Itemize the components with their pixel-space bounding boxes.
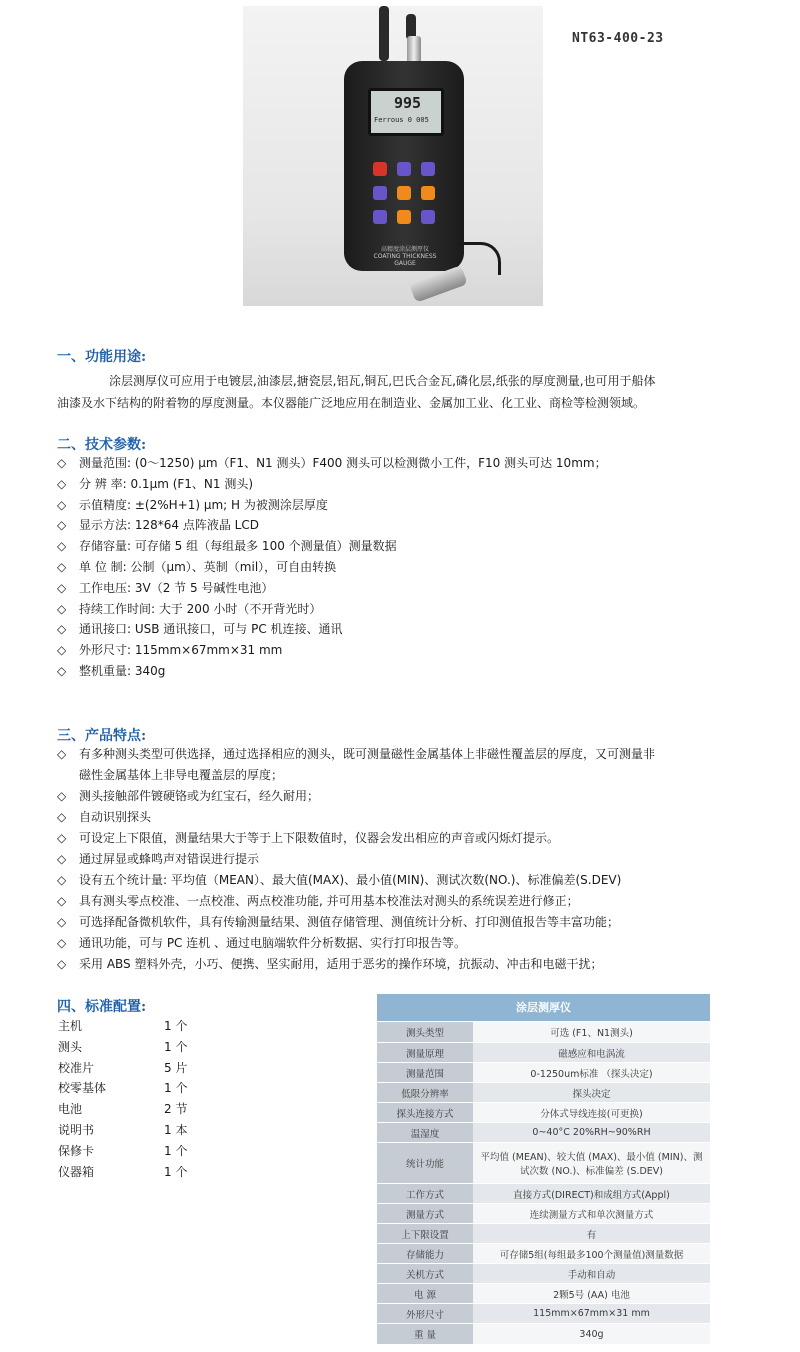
config-row [58,1141,258,1162]
config-name: 校零基体 [58,1081,107,1096]
config-row [58,1058,258,1079]
param-item [57,536,749,557]
lcd-reading: 995 [394,94,422,112]
diamond-icon: ◇ [57,476,67,491]
probe-wire [458,242,501,275]
spec-key: 外形尺寸 [377,1304,473,1323]
spec-row [377,1303,710,1323]
spec-row [377,1263,710,1283]
probe-cable [379,6,389,61]
param-text: 分 辨 率: 0.1μm (F1、N1 测头) [79,476,254,491]
config-name: 仪器箱 [58,1164,95,1179]
function-line-1: 涂层测厚仪可应用于电镀层,油漆层,搪瓷层,铝瓦,铜瓦,巴氏合金瓦,磷化层,纸张的厚度测量,也可用于船体 [109,374,656,388]
spec-row [377,1203,710,1223]
key-9 [421,210,435,224]
param-text: 整机重量: 340g [79,663,166,678]
power-key [373,162,387,176]
diamond-icon: ◇ [57,894,67,908]
param-text: 示值精度: ±(2%H+1) μm; H 为被测涂层厚度 [79,497,328,512]
feature-item [57,828,749,849]
param-item [57,619,749,640]
feature-item-continued [57,765,749,786]
feature-item [57,744,749,765]
feature-text: 有多种测头类型可供选择，通过选择相应的测头，既可测量磁性金属基体上非磁性覆盖层的厚度，又可测量非 [79,747,656,761]
spec-key: 存储能力 [377,1244,473,1263]
spec-key: 上下限设置 [377,1224,473,1243]
model-number: NT63-400-23 [572,31,664,46]
feature-text: 通过屏显或蜂鸣声对错误进行提示 [79,852,260,866]
spec-key: 测量范围 [377,1063,473,1082]
spec-value: 2颗5号 (AA) 电池 [473,1284,710,1303]
spec-row [377,1122,710,1142]
spec-row [377,1021,710,1042]
features-list [57,744,749,975]
param-text: 持续工作时间: 大于 200 小时（不开背光时） [79,601,322,616]
heading-config: 四、标准配置: [57,999,147,1015]
feature-text: 通讯功能，可与 PC 连机 、通过电脑端软件分析数据、实行打印报告等。 [79,936,467,950]
spec-key: 低限分辨率 [377,1083,473,1102]
spec-table-body [377,1021,710,1344]
spec-key: 测量原理 [377,1043,473,1062]
lcd-status [374,116,429,124]
function-paragraph [57,370,747,414]
spec-value: 直接方式(DIRECT)和成组方式(Appl) [473,1184,710,1203]
feature-text: 具有测头零点校准、一点校准、两点校准功能, 并可用基本校准法对测头的系统误差进行修正； [79,894,579,908]
feature-text: 自动识别探头 [79,810,152,824]
diamond-icon: ◇ [57,663,67,678]
heading-features: 三、产品特点: [57,728,147,744]
spec-key: 工作方式 [377,1184,473,1203]
feature-item [57,933,749,954]
spec-table-title: 涂层测厚仪 [377,994,710,1021]
spec-value: 连续测量方式和单次测量方式 [473,1204,710,1223]
config-row [58,1078,258,1099]
spec-row [377,1062,710,1082]
function-line-2: 油漆及水下结构的附着物的厚度测量。本仪器能广泛地应用在制造业、金属加工业、化工业、商检等检测领域。 [57,396,646,410]
product-photo [243,6,543,306]
param-text: 存储容量: 可存储 5 组（每组最多 100 个测量值）测量数据 [79,539,397,554]
config-qty: 5 片 [164,1060,188,1075]
diamond-icon: ◇ [57,789,67,803]
spec-value: 可存储5组(每组最多100个测量值)测量数据 [473,1244,710,1263]
diamond-icon: ◇ [57,957,67,971]
spec-key: 关机方式 [377,1264,473,1283]
param-item [57,599,749,620]
spec-value: 340g [473,1324,710,1344]
diamond-icon: ◇ [57,852,67,866]
backlight-key [421,186,435,200]
config-qty: 1 个 [164,1019,188,1033]
lcd-count: 0 [407,116,412,124]
spec-key: 重 量 [377,1324,473,1344]
config-name: 测头 [58,1039,83,1054]
diamond-icon: ◇ [57,873,67,887]
diamond-icon: ◇ [57,831,67,845]
param-item [57,453,749,474]
param-text: 显示方法: 128*64 点阵液晶 LCD [79,518,259,533]
diamond-icon: ◇ [57,643,67,658]
spec-value: 平均值 (MEAN)、较大值 (MAX)、最小值 (MIN)、测试次数 (NO.)、标准偏差 (S.DEV) [473,1143,710,1183]
feature-item [57,786,749,807]
feature-item [57,891,749,912]
diamond-icon: ◇ [57,747,67,761]
spec-row [377,1223,710,1243]
config-qty: 1 个 [164,1039,188,1054]
spec-key: 测头类型 [377,1022,473,1042]
config-row [58,1037,258,1058]
param-text: 测量范围: (0～1250) μm（F1、N1 测头）F400 测头可以检测微小工件，F10 测头可达 10mm； [79,456,607,470]
spec-row [377,1323,710,1344]
param-text: 外形尺寸: 115mm×67mm×31 mm [79,643,283,658]
diamond-icon: ◇ [57,456,67,470]
spec-value: 115mm×67mm×31 mm [473,1304,710,1323]
spec-value: 探头决定 [473,1083,710,1102]
device-caption [365,244,445,267]
feature-text: 可设定上下限值，测量结果大于等于上下限数值时，仪器会发出相应的声音或闪烁灯提示。 [79,831,560,845]
config-name: 电池 [58,1102,83,1117]
spec-row [377,1183,710,1203]
diamond-icon: ◇ [57,936,67,950]
param-text: 单 位 制: 公制（μm）、英制（mil），可自由转换 [79,559,337,574]
config-name: 说明书 [58,1122,95,1137]
feature-item [57,849,749,870]
config-name: 主机 [58,1019,83,1033]
diamond-icon: ◇ [57,580,67,595]
param-item [57,515,749,536]
heading-function: 一、功能用途: [57,349,147,365]
param-text: 工作电压: 3V（2 节 5 号碱性电池） [79,580,274,595]
param-text: 通讯接口: USB 通讯接口，可与 PC 机连接、通讯 [79,622,343,637]
spec-row [377,1042,710,1062]
spec-value: 磁感应和电涡流 [473,1043,710,1062]
config-name: 校准片 [58,1060,95,1075]
diamond-icon: ◇ [57,622,67,637]
feature-text: 磁性金属基体上非导电覆盖层的厚度； [79,768,284,782]
lcd-extra: 005 [416,116,429,124]
spec-value: 手动和自动 [473,1264,710,1283]
spec-row [377,1102,710,1122]
feature-item [57,870,749,891]
diamond-icon: ◇ [57,539,67,554]
key-7 [373,210,387,224]
config-list [58,1016,258,1182]
spec-value: 0-1250um标准 （探头决定) [473,1063,710,1082]
key-4 [373,186,387,200]
spec-row [377,1243,710,1263]
spec-key: 测量方式 [377,1204,473,1223]
diamond-icon: ◇ [57,810,67,824]
feature-item [57,912,749,933]
diamond-icon: ◇ [57,601,67,616]
key-2 [397,162,411,176]
config-row [58,1016,258,1037]
spec-key: 电 源 [377,1284,473,1303]
param-item [57,661,749,682]
config-qty: 1 个 [164,1164,188,1179]
spec-table [377,994,710,1339]
param-item [57,495,749,516]
spec-key: 探头连接方式 [377,1103,473,1122]
spec-row [377,1142,710,1183]
config-qty: 1 个 [164,1081,188,1096]
spec-value: 0~40°C 20%RH~90%RH [473,1123,710,1142]
config-row [58,1099,258,1120]
feature-item [57,954,749,975]
diamond-icon: ◇ [57,915,67,929]
param-item [57,578,749,599]
heading-params: 二、技术参数: [57,437,147,453]
feature-text: 设有五个统计量: 平均值（MEAN）、最大值(MAX)、最小值(MIN)、测试次数(NO.)、标准偏差(S.DEV) [79,873,622,887]
spec-value: 分体式导线连接(可更换) [473,1103,710,1122]
spec-key: 温湿度 [377,1123,473,1142]
config-qty: 2 节 [164,1102,188,1117]
feature-text: 可选择配备微机软件，具有传输测量结果、测值存储管理、测值统计分析、打印测值报告等丰富功能； [79,915,620,929]
device-caption-cn: 高精度涂层测厚仪 [380,246,429,253]
param-item [57,557,749,578]
params-list [57,453,749,682]
spec-row [377,1283,710,1303]
feature-item [57,807,749,828]
spec-value: 可选 (F1、N1测头) [473,1022,710,1042]
config-name: 保修卡 [58,1143,95,1158]
spec-value: 有 [473,1224,710,1243]
config-row [58,1120,258,1141]
device-caption-en: COATING THICKNESS GAUGE [373,253,437,267]
diamond-icon: ◇ [57,497,67,512]
spec-row [377,1082,710,1102]
param-item [57,474,749,495]
lcd-mode: Ferrous [374,116,404,124]
param-item [57,640,749,661]
feature-text: 测头接触部件镀硬铬或为红宝石，经久耐用； [79,789,320,803]
config-qty: 1 本 [164,1122,188,1137]
key-up [397,186,411,200]
config-qty: 1 个 [164,1143,188,1158]
config-row [58,1162,258,1183]
key-down [397,210,411,224]
spec-key: 统计功能 [377,1143,473,1183]
feature-text: 采用 ABS 塑料外壳，小巧、便携、坚实耐用，适用于恶劣的操作环境，抗振动、冲击和电磁干扰； [79,957,603,971]
diamond-icon: ◇ [57,518,67,533]
diamond-icon: ◇ [57,559,67,574]
key-3 [421,162,435,176]
